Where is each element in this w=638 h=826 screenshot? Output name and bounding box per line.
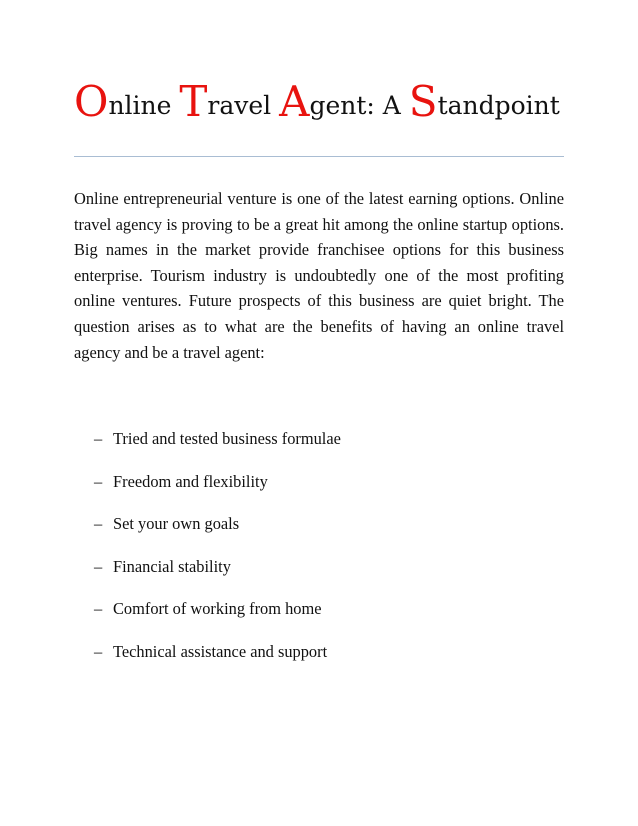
- title-word-standpoint: Standpoint: [408, 77, 560, 126]
- title-divider: [74, 156, 564, 157]
- benefits-list: [94, 426, 341, 682]
- dash-marker: –: [94, 556, 103, 576]
- intro-paragraph: Online entrepreneurial venture is one of the latest earning options. Online travel agency is proving to be a great hit among the online startup options. Big names in the market provide franchisee options for this business enterprise. Tourism industry is undoubtedly one of the most profiting online ventures. Future prospects of this business are quiet bright. The question arises as to what are the benefits of having an online travel agency and be a travel agent:: [74, 189, 564, 362]
- document-title: [74, 77, 574, 126]
- list-item-text: Technical assistance and support: [113, 641, 328, 661]
- list-item-text: Comfort of working from home: [113, 599, 322, 619]
- list-item-text: Financial stability: [113, 556, 231, 576]
- title-word-travel: Travel: [179, 77, 280, 126]
- title-word-agent: Agent: A: [279, 77, 409, 126]
- list-item-text: Tried and tested business formulae: [113, 429, 341, 448]
- list-item: [94, 554, 341, 597]
- dash-marker: –: [94, 429, 103, 448]
- dash-marker: –: [94, 514, 103, 534]
- dash-marker: –: [94, 599, 103, 619]
- list-item: [94, 639, 341, 682]
- dash-marker: –: [94, 641, 103, 661]
- list-item: [94, 596, 341, 639]
- list-item: [94, 469, 341, 512]
- title-word-online: Online: [74, 77, 180, 126]
- list-item: [94, 511, 341, 554]
- list-item: [94, 426, 341, 469]
- dash-marker: –: [94, 471, 103, 491]
- list-item-text: Freedom and flexibility: [113, 471, 268, 491]
- list-item-text: Set your own goals: [113, 514, 240, 534]
